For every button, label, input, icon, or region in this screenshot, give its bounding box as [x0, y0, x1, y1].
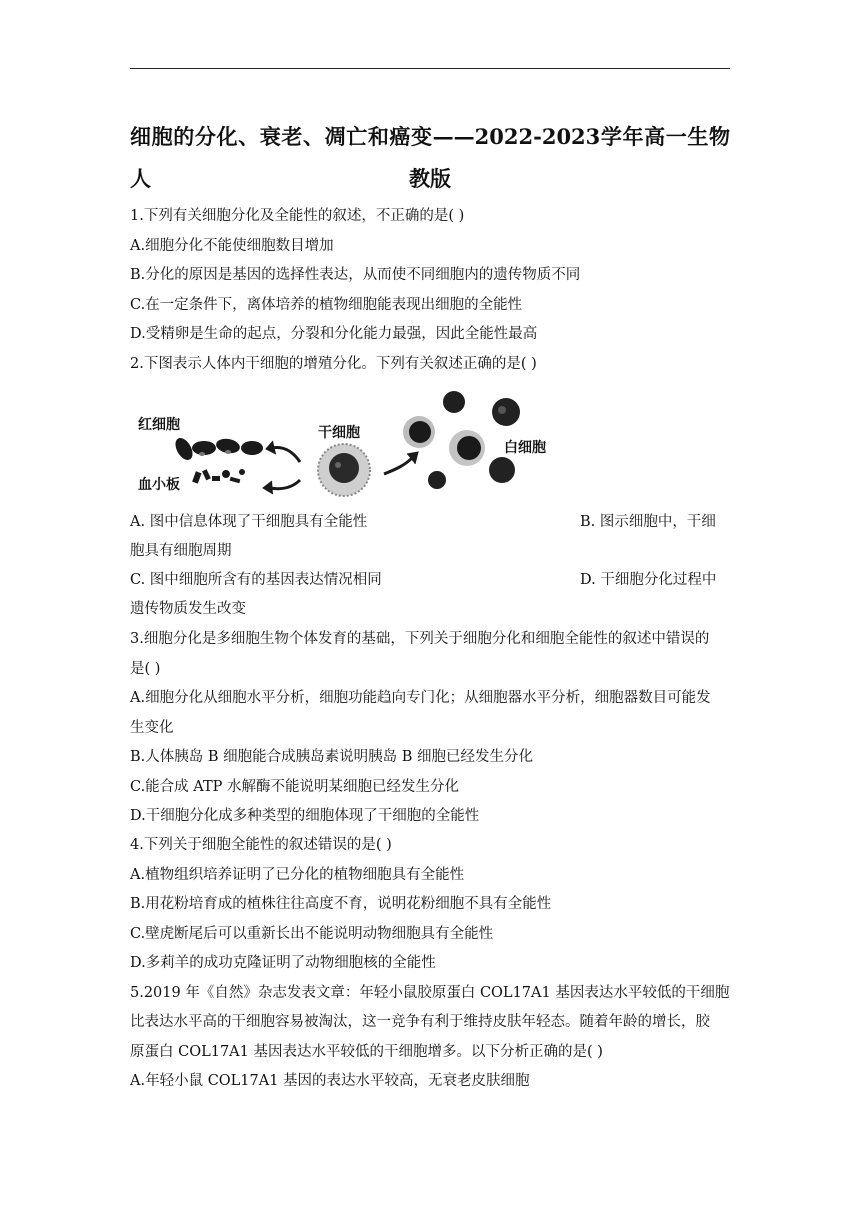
stem-cell — [318, 444, 370, 496]
document-title: 细胞的分化、衰老、凋亡和癌变——2022-2023学年高一生物人 — [130, 124, 730, 191]
q2-option-d: D. 干细胞分化过程中 — [580, 572, 717, 588]
q2-stem: 2.下图表示人体内干细胞的增殖分化。下列有关叙述正确的是( ) — [130, 356, 537, 372]
white-blood-cells — [403, 391, 520, 489]
q5-stem-continued-2: 原蛋白 COL17A1 基因表达水平较低的干细胞增多。以下分析正确的是( ) — [130, 1044, 603, 1060]
q1-option-a: A.细胞分化不能使细胞数目增加 — [130, 238, 334, 254]
label-stem-cell: 干细胞 — [318, 425, 360, 441]
q3-option-d: D.干细胞分化成多种类型的细胞体现了干细胞的全能性 — [130, 808, 480, 824]
q5-stem-continued: 比表达水平高的干细胞容易被淘汰，这一竞争有利于维持皮肤年轻态。随着年龄的增长，胶 — [130, 1014, 710, 1030]
header-rule — [130, 68, 730, 69]
q4-option-a: A.植物组织培养证明了已分化的植物细胞具有全能性 — [130, 867, 465, 883]
label-red-blood-cell: 红细胞 — [138, 417, 180, 433]
label-platelet: 血小板 — [138, 477, 180, 493]
q1-option-b: B.分化的原因是基因的选择性表达，从而使不同细胞内的遗传物质不同 — [130, 267, 581, 283]
q3-option-a: A.细胞分化从细胞水平分析，细胞功能趋向专门化；从细胞器水平分析，细胞器数目可能发 — [130, 690, 711, 706]
q4-stem: 4.下列关于细胞全能性的叙述错误的是( ) — [130, 837, 392, 853]
q4-option-d: D.多莉羊的成功克隆证明了动物细胞核的全能性 — [130, 955, 436, 971]
q3-option-a-continued: 生变化 — [130, 720, 174, 736]
q3-stem-continued: 是( ) — [130, 661, 161, 677]
q3-stem: 3.细胞分化是多细胞生物个体发育的基础，下列关于细胞分化和细胞全能性的叙述中错误的 — [130, 631, 710, 647]
q5-stem: 5.2019 年《自然》杂志发表文章：年轻小鼠胶原蛋白 COL17A1 基因表达水平较低的干细胞 — [130, 985, 730, 1001]
q3-option-c: C.能合成 ATP 水解酶不能说明某细胞已经发生分化 — [130, 779, 460, 795]
q3-option-b: B.人体胰岛 B 细胞能合成胰岛素说明胰岛 B 细胞已经发生分化 — [130, 749, 534, 765]
platelets — [192, 469, 245, 484]
stem-cell-differentiation-figure — [132, 388, 562, 500]
arrow-to-rbc — [266, 441, 300, 462]
q2-option-a: A. 图中信息体现了干细胞具有全能性 — [130, 514, 368, 530]
q4-option-b: B.用花粉培育成的植株往往高度不育，说明花粉细胞不具有全能性 — [130, 896, 552, 912]
label-white-blood-cell: 白细胞 — [504, 440, 546, 456]
document-title-continued: 教版 — [409, 166, 451, 191]
q1-option-d: D.受精卵是生命的起点，分裂和分化能力最强，因此全能性最高 — [130, 326, 538, 342]
q4-option-c: C.壁虎断尾后可以重新长出不能说明动物细胞具有全能性 — [130, 926, 494, 942]
q2-option-c: C. 图中细胞所含有的基因表达情况相同 — [130, 572, 382, 588]
q2-option-b-continued: 胞具有细胞周期 — [130, 543, 232, 559]
q2-option-b: B. 图示细胞中，干细 — [580, 514, 716, 530]
red-blood-cells — [172, 435, 263, 463]
q1-stem: 1.下列有关细胞分化及全能性的叙述，不正确的是( ) — [130, 208, 465, 224]
q2-option-d-continued: 遗传物质发生改变 — [130, 601, 246, 617]
q5-option-a: A.年轻小鼠 COL17A1 基因的表达水平较高，无衰老皮肤细胞 — [130, 1073, 530, 1089]
arrow-to-wbc — [384, 452, 418, 474]
arrow-to-platelet — [263, 480, 300, 494]
q1-option-c: C.在一定条件下，离体培养的植物细胞能表现出细胞的全能性 — [130, 297, 523, 313]
